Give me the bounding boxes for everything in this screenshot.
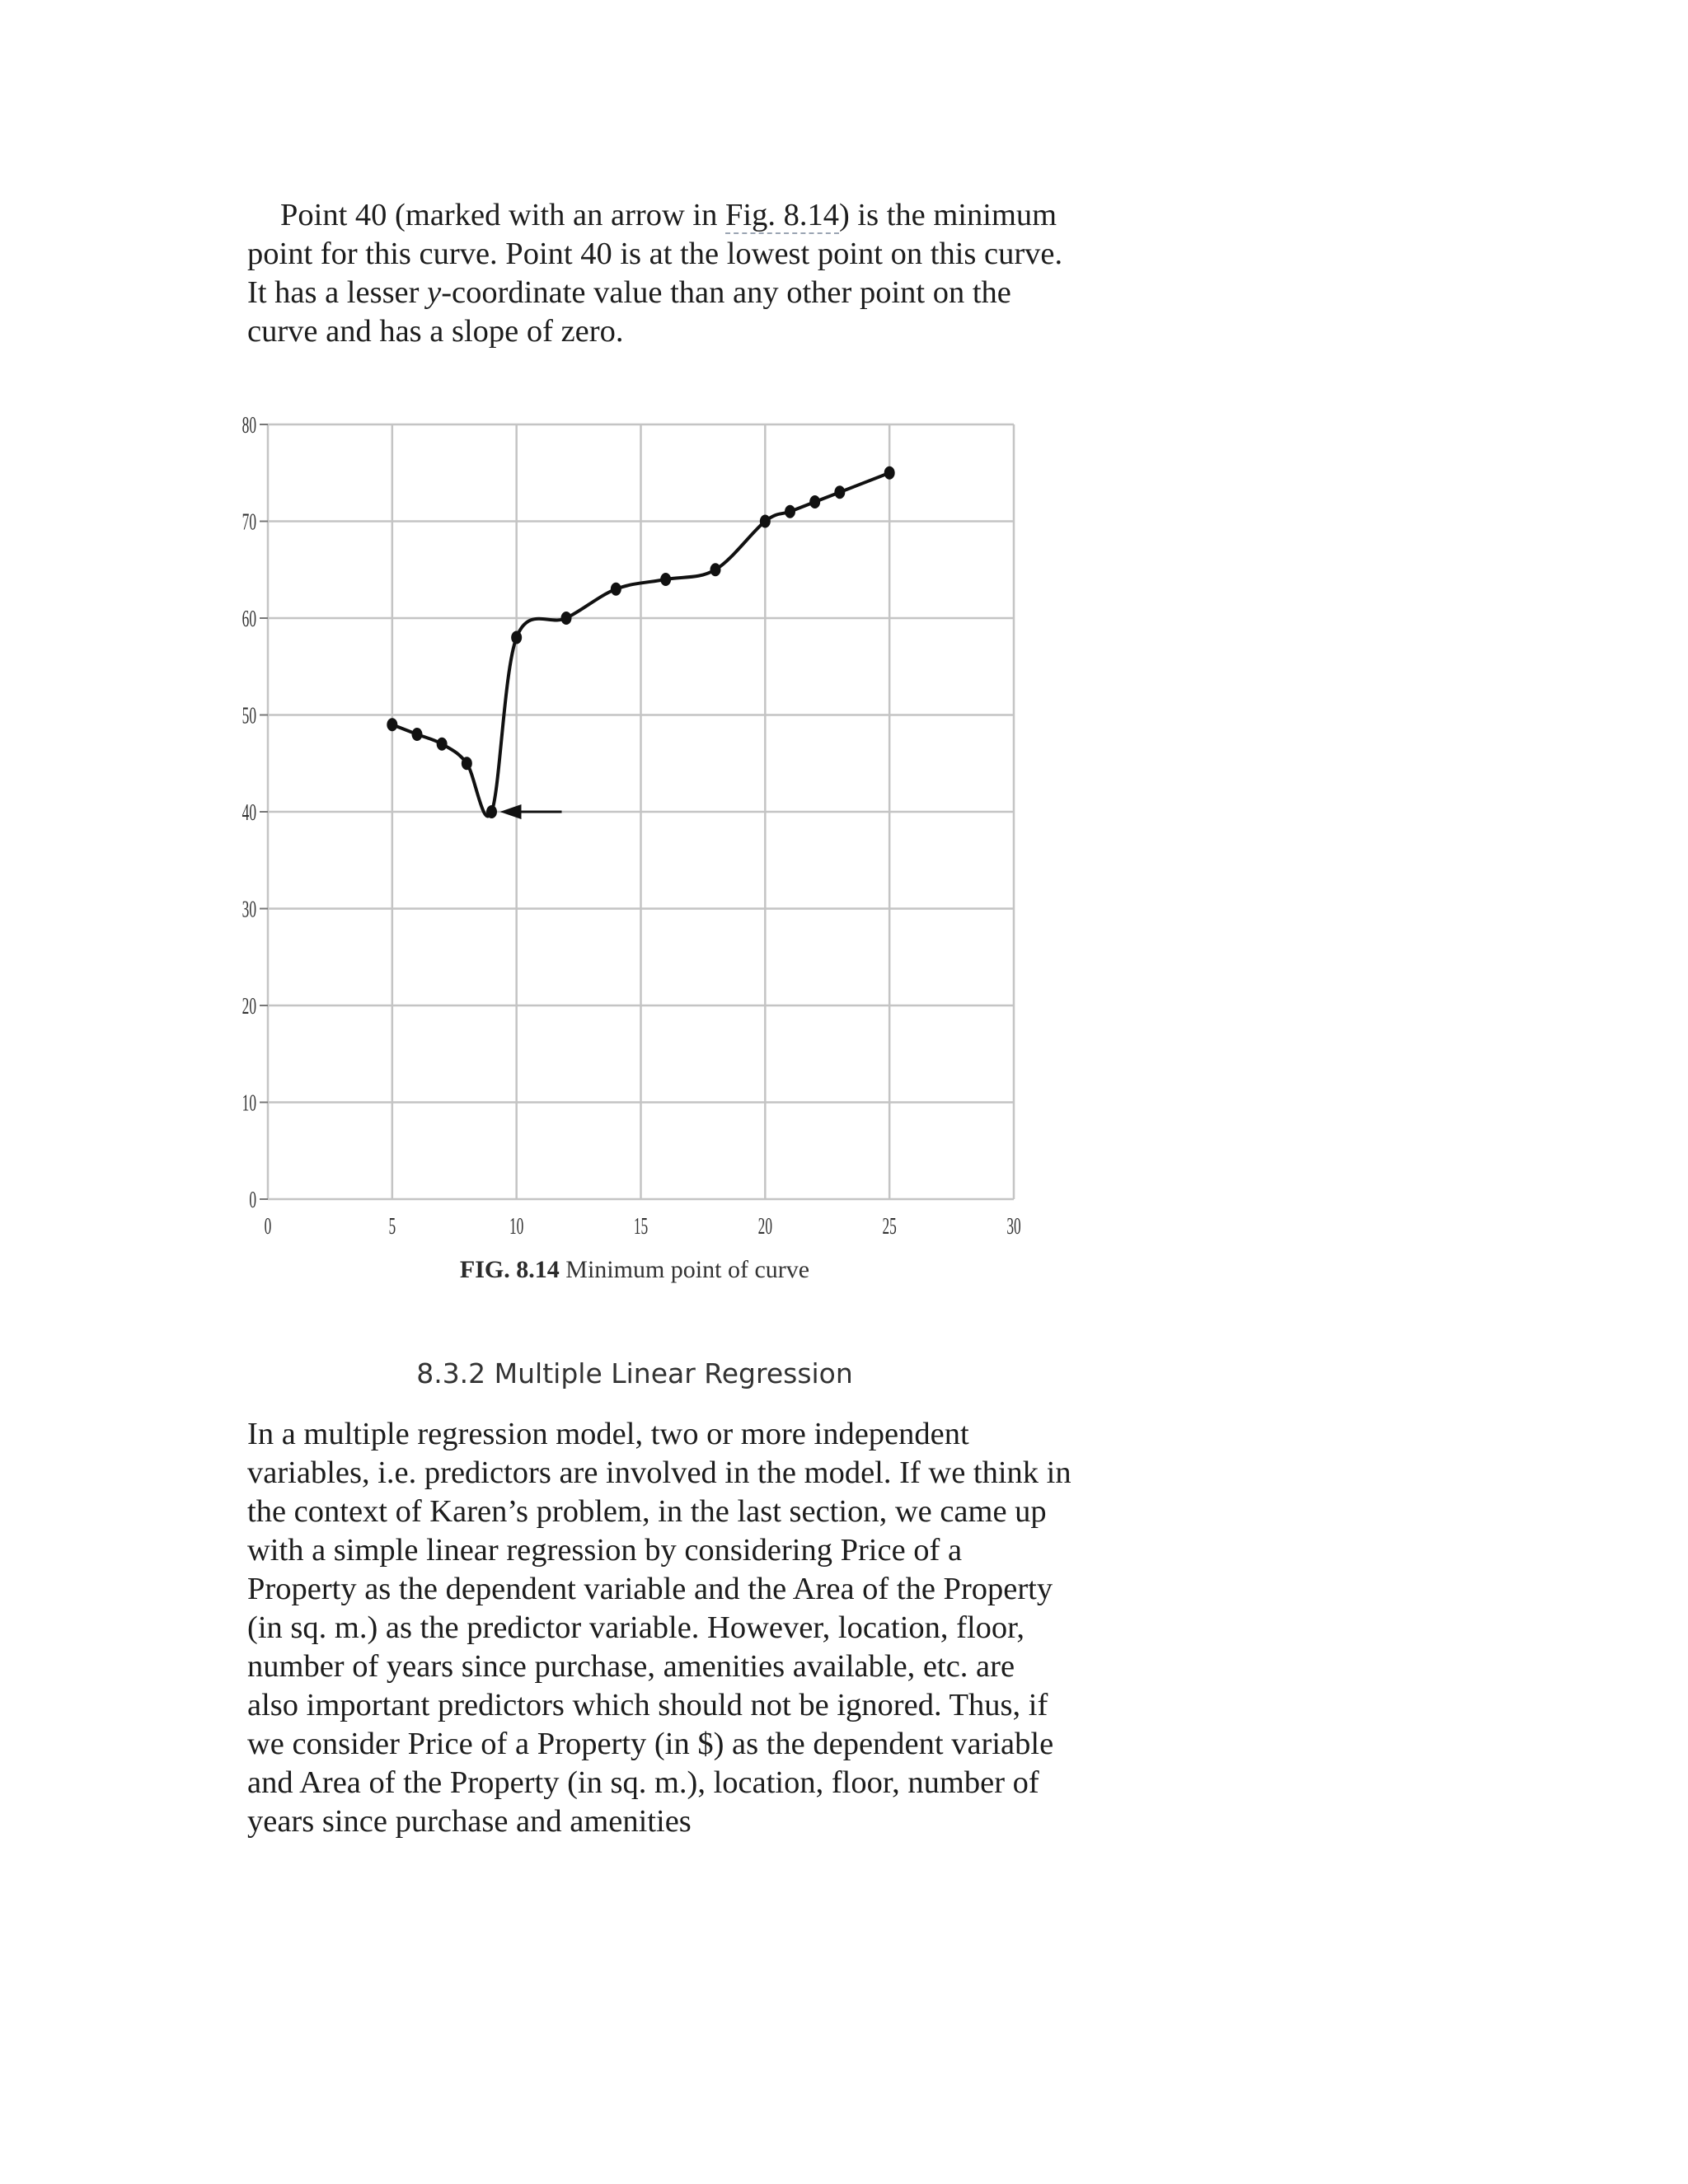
data-point <box>710 563 721 576</box>
x-tick-label: 15 <box>633 1213 649 1240</box>
x-tick-label: 5 <box>388 1213 396 1240</box>
data-point <box>884 466 895 480</box>
data-point <box>412 728 423 741</box>
data-point <box>785 505 795 518</box>
data-point <box>834 485 845 499</box>
y-tick-label: 60 <box>241 606 256 633</box>
caption-text: Minimum point of curve <box>559 1256 810 1283</box>
figure-label: FIG. 8.14 <box>459 1256 560 1283</box>
minimum-point-chart <box>223 404 1030 1244</box>
x-tick-label: 20 <box>757 1213 773 1240</box>
y-tick-label: 40 <box>241 799 256 827</box>
y-tick-label: 20 <box>241 993 256 1020</box>
intro-text-3: -coordinate value than any other point on the curve and has a slope of zero. <box>247 275 1011 349</box>
y-tick-label: 10 <box>241 1090 256 1117</box>
x-tick-label: 30 <box>1006 1213 1021 1240</box>
data-point <box>462 757 472 770</box>
y-tick-label: 80 <box>241 412 256 439</box>
data-point <box>511 631 522 644</box>
y-tick-label: 70 <box>241 509 256 536</box>
x-tick-label: 25 <box>882 1213 897 1240</box>
data-point <box>486 805 497 818</box>
x-tick-label: 0 <box>264 1213 272 1240</box>
data-point <box>660 573 671 586</box>
data-point <box>760 515 771 528</box>
section-heading: 8.3.2 Multiple Linear Regression <box>416 1357 853 1390</box>
minimum-arrow-head <box>500 804 522 819</box>
figure-link[interactable]: Fig. 8.14 <box>724 198 839 232</box>
body-paragraph: In a multiple regression model, two or more independent variables, i.e. predictors are involved in the model. If we think in the context of Karen’s problem, in the last section, we came up with a simple linear regression by considering Price of a Property as the dependent variable and the Area of the Property (in sq. m.) as the predictor variable. However, location, floor, number of years since purchase, amenities available, etc. are also important predictors which should not be ignored. Thus, if we consider Price of a Property (in $) as the dependent variable and Area of the Property (in sq. m.), location, floor, number of years since purchase and amenities <box>247 1417 1071 1839</box>
y-tick-label: 0 <box>249 1187 256 1214</box>
data-point <box>561 612 572 625</box>
y-tick-label: 30 <box>241 897 256 923</box>
data-point <box>809 495 820 509</box>
intro-paragraph <box>247 196 1071 351</box>
data-point <box>611 583 621 596</box>
data-point <box>387 718 397 731</box>
y-tick-label: 50 <box>241 703 256 729</box>
intro-text-2: ) is the minimum point for this curve. Point 40 is at the lowest point on this curve. It has a lesser <box>247 198 1063 310</box>
intro-text-1: Point 40 (marked with an arrow in <box>280 198 725 232</box>
data-point <box>437 738 448 751</box>
y-variable: y <box>427 275 442 310</box>
figure-caption <box>0 1256 1269 1284</box>
x-tick-label: 10 <box>509 1213 524 1240</box>
